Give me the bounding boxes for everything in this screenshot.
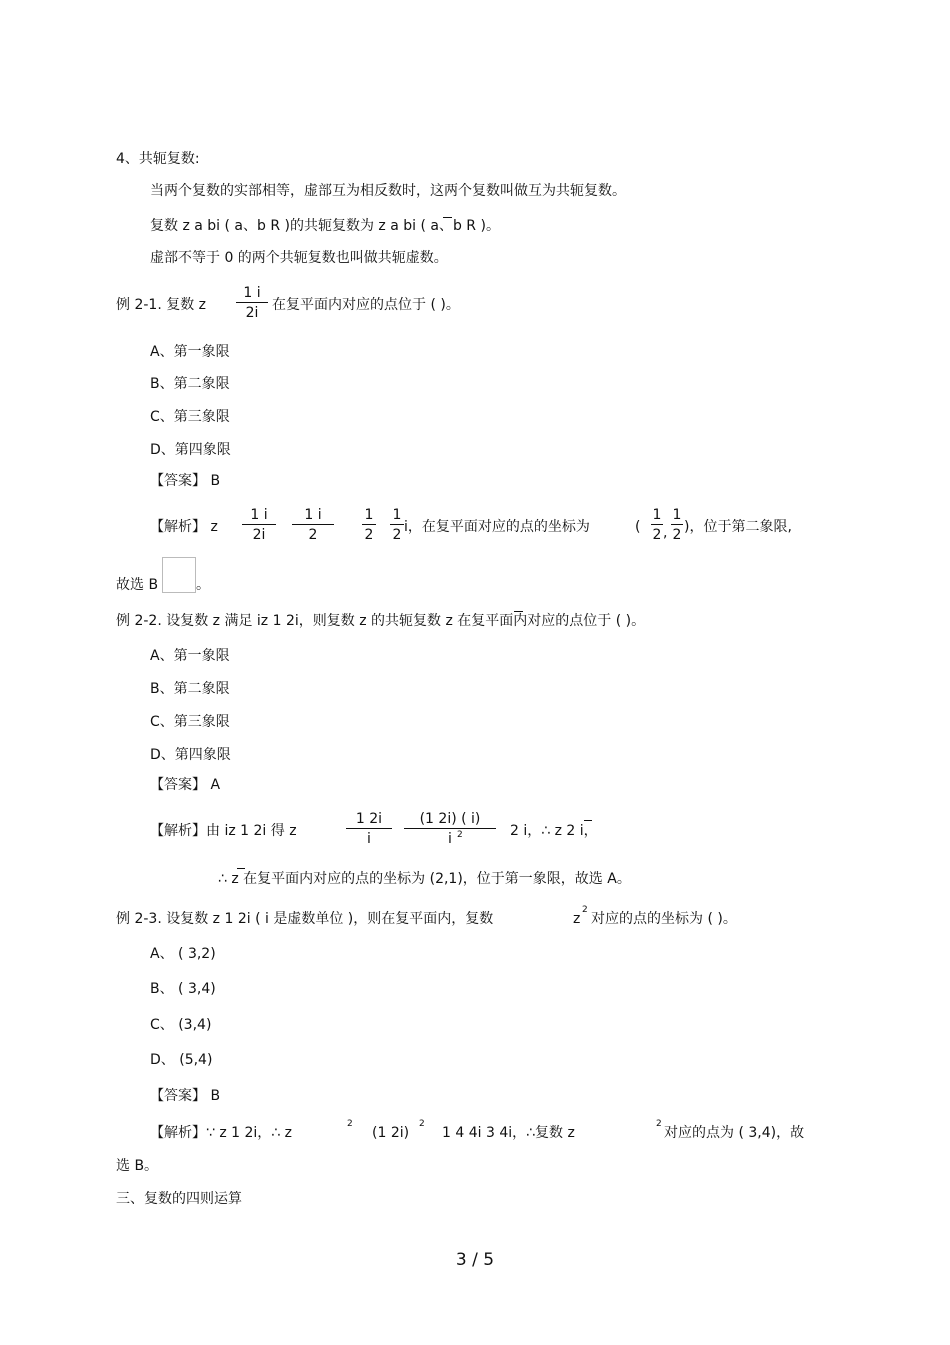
- fraction: [362, 507, 376, 543]
- fraction: [292, 507, 334, 543]
- numerator: 1: [652, 507, 662, 523]
- fraction: [404, 811, 496, 847]
- analysis-text: ∴ z 在复平面内对应的点的坐标为 (2,1)，位于第一象限，故选 A。: [218, 871, 631, 887]
- conjugate-bar: [584, 820, 592, 821]
- conjugate-bar: [443, 217, 452, 218]
- image-placeholder: [162, 557, 196, 593]
- denominator: 2: [652, 527, 662, 543]
- denominator: 2i: [245, 305, 259, 321]
- denominator: i: [448, 831, 452, 847]
- paren: (: [635, 519, 641, 535]
- denominator: 2: [308, 527, 318, 543]
- paragraph: 当两个复数的实部相等，虚部互为相反数时，这两个复数叫做互为共轭复数。: [150, 183, 626, 199]
- option: B、第二象限: [150, 681, 230, 697]
- numerator: 1 i: [304, 507, 322, 523]
- numerator: 1 i: [243, 285, 261, 301]
- option: B、 ( 3,4): [150, 981, 216, 997]
- analysis-text: 对应的点为 ( 3,4)，故: [664, 1125, 805, 1141]
- page-number: 3 / 5: [455, 1250, 495, 1270]
- analysis-label: 【解析】 z: [150, 519, 218, 535]
- superscript: 2: [347, 1119, 353, 1129]
- option: D、第四象限: [150, 747, 231, 763]
- option: C、 (3,4): [150, 1017, 212, 1033]
- example-stem: 例 2-1. 复数 z: [116, 297, 207, 313]
- numerator: 1 2i: [355, 811, 383, 827]
- analysis-text: 选 B。: [116, 1158, 159, 1174]
- comma: ,: [663, 525, 668, 541]
- fraction: [236, 285, 268, 321]
- superscript: 2: [457, 830, 463, 840]
- superscript: 2: [419, 1119, 425, 1129]
- option: D、 (5,4): [150, 1052, 213, 1068]
- conjugate-bar: [237, 868, 245, 869]
- analysis-text: (1 2i): [372, 1125, 410, 1141]
- denominator: 2i: [252, 527, 266, 543]
- analysis-text: )，位于第二象限,: [684, 519, 792, 535]
- analysis-text: i，在复平面对应的点的坐标为: [404, 519, 590, 535]
- numerator: 1 i: [250, 507, 268, 523]
- answer: 【答案】 A: [150, 777, 221, 793]
- fraction: [651, 507, 663, 543]
- option: C、第三象限: [150, 714, 230, 730]
- variable: z: [573, 911, 581, 927]
- fraction: [242, 507, 276, 543]
- example-stem: 例 2-3. 设复数 z 1 2i ( i 是虚数单位 )，则在复平面内，复数: [116, 911, 494, 927]
- fraction: [346, 811, 392, 847]
- denominator: 2: [364, 527, 374, 543]
- option: A、第一象限: [150, 344, 230, 360]
- paragraph: 虚部不等于 0 的两个共轭复数也叫做共轭虚数。: [150, 250, 448, 266]
- fraction: [671, 507, 683, 543]
- answer: 【答案】 B: [150, 1088, 221, 1104]
- denominator: 2: [392, 527, 402, 543]
- answer: 【答案】 B: [150, 473, 221, 489]
- example-stem: 在复平面内对应的点位于 ( )。: [272, 297, 460, 313]
- section-heading: 4、共轭复数:: [116, 151, 200, 167]
- section-heading: 三、复数的四则运算: [116, 1191, 242, 1207]
- period: 。: [196, 577, 210, 593]
- example-stem: 对应的点的坐标为 ( )。: [591, 911, 737, 927]
- option: A、 ( 3,2): [150, 946, 216, 962]
- option: C、第三象限: [150, 409, 230, 425]
- denominator: i: [367, 831, 371, 847]
- conjugate-bar: [514, 611, 523, 612]
- analysis-text: 【解析】∵ z 1 2i，∴ z: [150, 1125, 293, 1141]
- option: A、第一象限: [150, 648, 230, 664]
- numerator: 1: [672, 507, 682, 523]
- option: B、第二象限: [150, 376, 230, 392]
- paragraph: 复数 z a bi ( a、b R )的共轭复数为 z a bi ( a、b R )。: [150, 218, 500, 234]
- fraction: [390, 507, 404, 543]
- denominator: 2: [672, 527, 682, 543]
- analysis-text: 1 4 4i 3 4i，∴复数 z: [442, 1125, 575, 1141]
- numerator: 1: [364, 507, 374, 523]
- superscript: 2: [656, 1119, 662, 1129]
- superscript: 2: [582, 905, 588, 915]
- option: D、第四象限: [150, 442, 231, 458]
- analysis-text: 2 i，∴ z 2 i，: [510, 823, 598, 839]
- numerator: 1: [392, 507, 402, 523]
- conclusion: 故选 B: [116, 577, 159, 593]
- numerator: (1 2i) ( i): [419, 811, 481, 827]
- example-stem: 例 2-2. 设复数 z 满足 iz 1 2i，则复数 z 的共轭复数 z 在复平面内对应的点位于 ( )。: [116, 613, 646, 629]
- analysis-text: 【解析】由 iz 1 2i 得 z: [150, 823, 297, 839]
